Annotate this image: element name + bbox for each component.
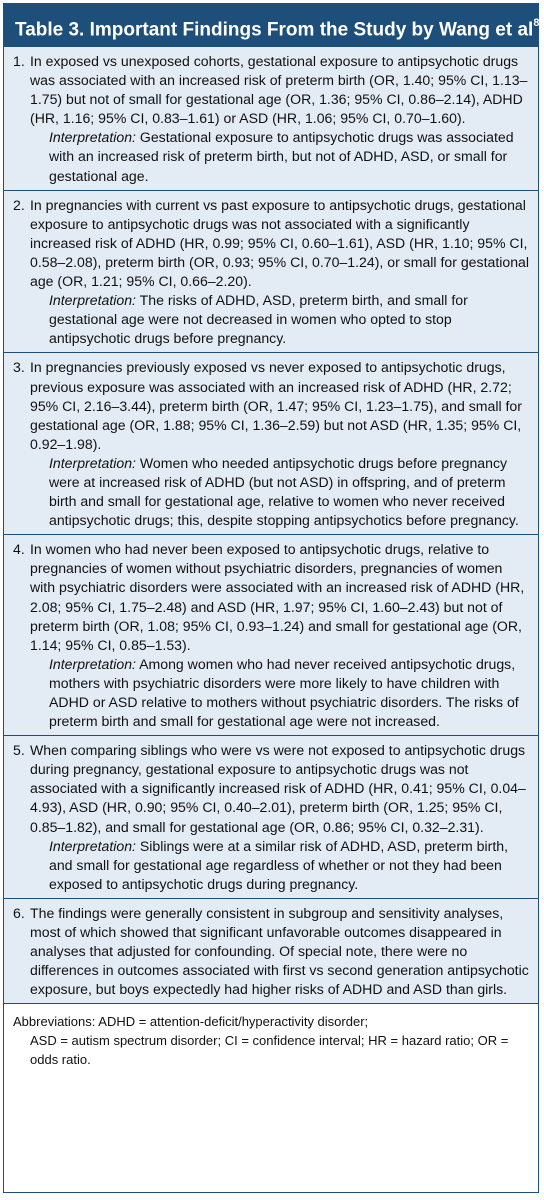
finding-text: In women who had never been exposed to antipsychotic drugs, relative to pregnancies of women without psychiatric disorders, pregnancies of women with psychiatric disorders were associated with an increased risk of ADHD (HR, 2.08; 95% CI, 1.75–2.48) and ASD (HR, 1.97; 95% CI, 1.60–2.43) but not of preterm birth (OR, 1.08; 95% CI, 0.93–1.24) and small for gestational age (OR, 1.14; 95% CI, 0.85–1.53).: [30, 541, 525, 653]
finding-number: 2.: [13, 196, 25, 213]
interpretation-label: Interpretation:: [49, 454, 136, 471]
finding-number: 3.: [13, 359, 25, 376]
finding-text: In exposed vs unexposed cohorts, gestational exposure to antipsychotic drugs was associated with an increased risk of preterm birth (OR, 1.40; 95% CI, 1.13–1.75) but not of small for gestational age (OR, 1.36; 95% CI, 0.86–2.14), ADHD (HR, 1.16; 95% CI, 0.83–1.61) or ASD (HR, 1.06; 95% CI, 0.70–1.60).: [30, 53, 528, 127]
interpretation: [13, 837, 530, 894]
finding-text: When comparing siblings who were vs were not exposed to antipsychotic drugs during pregnancy, gestational exposure to antipsychotic drugs was not associated with a significantly increased risk of ADHD (HR, 0.41; 95% CI, 0.04–4.93), ASD (HR, 0.90; 95% CI, 0.40–2.01), preterm birth (OR, 1.25; 95% CI, 0.85–1.82), and small for gestational age (OR, 0.86; 95% CI, 0.32–2.31).: [30, 742, 526, 835]
interpretation-label: Interpretation:: [49, 837, 136, 854]
finding-number: 4.: [13, 541, 25, 558]
finding-number: 5.: [13, 742, 25, 759]
finding-row-1: [4, 47, 538, 191]
abbreviations-line-1: Abbreviations: ADHD = attention-deficit/hyperactivity disorder;: [13, 1014, 369, 1030]
interpretation: [13, 454, 530, 530]
finding-row-3: [4, 353, 538, 535]
abbreviations-line-2: ASD = autism spectrum disorder; CI = confidence interval; HR = hazard ratio; OR = odds ratio.: [30, 1033, 509, 1068]
interpretation-text: Women who needed antipsychotic drugs before pregnancy were at increased risk of ADHD (but not ASD) in offspring, and of preterm birth and small for gestational age, relative to women who never received antipsychotic drugs; this, despite stopping antipsychotics before pregnancy.: [49, 454, 519, 529]
interpretation: [13, 655, 530, 731]
interpretation-label: Interpretation:: [49, 292, 136, 309]
finding-row-5: [4, 736, 538, 899]
finding-text: In pregnancies with current vs past exposure to antipsychotic drugs, gestational exposure to antipsychotic drugs was not associated with a significantly increased risk of ADHD (HR, 0.99; 95% CI, 0.60–1.61), ASD (HR, 1.10; 95% CI, 0.58–2.08), preterm birth (OR, 0.93; 95% CI, 0.70–1.24), or small for gestational age (OR, 1.21; 95% CI, 0.66–2.20).: [30, 196, 530, 290]
finding-text: In pregnancies previously exposed vs never exposed to antipsychotic drugs, previous exposure was associated with an increased risk of ADHD (HR, 2.72; 95% CI, 2.16–3.44), preterm birth (OR, 1.47; 95% CI, 1.23–1.75), and small for gestational age (OR, 1.88; 95% CI, 1.36–2.59) but not ASD (HR, 1.35; 95% CI, 0.92–1.98).: [30, 359, 522, 452]
reference-superscript: 8: [533, 17, 540, 29]
table-title-text: Table 3. Important Findings From the Study by Wang et al: [15, 19, 534, 41]
interpretation-text: Siblings were at a similar risk of ADHD, ASD, preterm birth, and small for gestational age regardless of whether or not they had been exposed to antipsychotic drugs during pregnancy.: [49, 837, 509, 892]
finding-row-6: [4, 899, 538, 1004]
table-title: [4, 4, 538, 47]
findings-table: [3, 3, 539, 1193]
interpretation-label: Interpretation:: [49, 655, 136, 672]
interpretation-text: Gestational exposure to antipsychotic drugs was associated with an increased risk of preterm birth, but not of ADHD, ASD, or small for gestational age.: [49, 129, 514, 184]
finding-row-2: [4, 191, 538, 354]
interpretation: [13, 128, 530, 185]
abbreviations-footnote: [4, 1004, 538, 1069]
interpretation-label: Interpretation:: [49, 129, 136, 146]
interpretation-text: The risks of ADHD, ASD, preterm birth, and small for gestational age were not decreased in women who opted to stop antipsychotic drugs before pregnancy.: [49, 292, 468, 347]
finding-text: The findings were generally consistent in subgroup and sensitivity analyses, most of which showed that significant unfavorable outcomes disappeared in analyses that adjusted for confounding. Of special note, there were no differences in outcomes associated with first vs second generation antipsychotic exposure, but boys expectedly had higher risks of ADHD and ASD than girls.: [30, 904, 529, 998]
finding-number: 6.: [13, 904, 25, 921]
finding-number: 1.: [13, 53, 25, 69]
finding-row-4: [4, 535, 538, 736]
interpretation-text: Among women who had never received antipsychotic drugs, mothers with psychiatric disorders were more likely to have children with ADHD or ASD relative to mothers without psychiatric disorders. The risks of preterm birth and small for gestational age were not increased.: [49, 655, 519, 730]
interpretation: [13, 291, 530, 348]
